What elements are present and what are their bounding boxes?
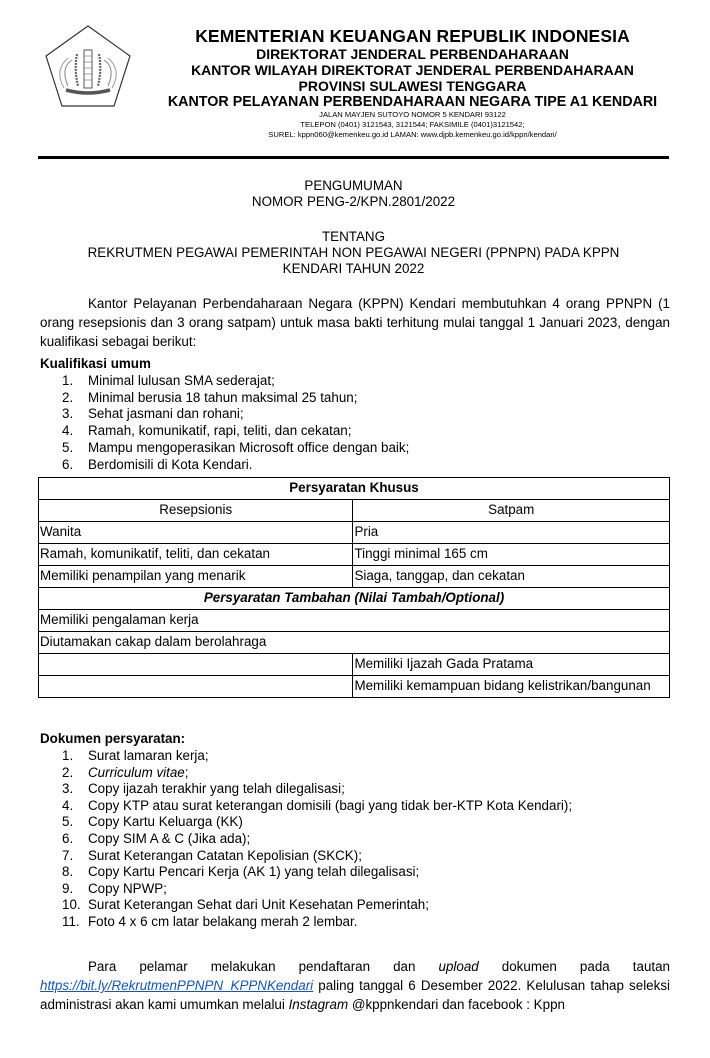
requirements-table bbox=[38, 477, 670, 698]
upload-word: upload bbox=[438, 959, 479, 974]
letterhead-divider bbox=[38, 156, 669, 159]
list-item bbox=[40, 748, 572, 765]
item-number: 1. bbox=[62, 748, 74, 763]
general-qualifications-list bbox=[40, 373, 409, 473]
list-item bbox=[40, 390, 409, 407]
item-number: 3. bbox=[62, 781, 74, 797]
list-item bbox=[40, 406, 409, 423]
table-cell: Memiliki Ijazah Gada Pratama bbox=[353, 654, 670, 676]
column-header-satpam: Satpam bbox=[353, 500, 670, 522]
list-item bbox=[40, 765, 572, 782]
item-text: Surat lamaran kerja; bbox=[88, 748, 209, 763]
closing-text: paling tanggal 6 Desember 2022. Kelulusan tahap seleksi administrasi akan kami umumkan melalui bbox=[40, 978, 670, 1012]
item-number: 4. bbox=[62, 423, 74, 439]
kemenkeu-logo-icon bbox=[44, 24, 132, 108]
office-name: KANTOR PELAYANAN PERBENDAHARAAN NEGARA TIPE A1 KENDARI bbox=[167, 94, 658, 110]
intro-paragraph: Kantor Pelayanan Perbendaharaan Negara (KPPN) Kendari membutuhkan 4 orang PPNPN (1 orang resepsionis dan 3 orang satpam) untuk masa bakti terhitung mulai tanggal 1 Januari 2023, dengan kualifikasi sebagai berikut: bbox=[40, 296, 670, 349]
table-cell: Pria bbox=[353, 522, 670, 544]
list-item bbox=[40, 781, 572, 798]
table-row bbox=[39, 544, 670, 566]
closing-text: Para pelamar melakukan pendaftaran dan bbox=[88, 959, 439, 974]
ministry-name: KEMENTERIAN KEUANGAN REPUBLIK INDONESIA bbox=[195, 26, 630, 46]
item-text: Copy ijazah terakhir yang telah dilegalisasi; bbox=[88, 781, 345, 797]
table-row bbox=[39, 522, 670, 544]
announcement-number: NOMOR PENG-2/KPN.2801/2022 bbox=[251, 194, 456, 209]
announcement-title: PENGUMUMAN bbox=[304, 178, 403, 193]
list-item bbox=[40, 897, 572, 914]
item-number: 5. bbox=[62, 814, 74, 830]
item-text: Copy Kartu Keluarga (KK) bbox=[88, 814, 243, 830]
closing-text: @kppnkendari dan facebook : Kppn bbox=[348, 997, 565, 1012]
registration-link[interactable]: https://bit.ly/RekrutmenPPNPN_KPPNKendari bbox=[40, 978, 314, 993]
table-row bbox=[39, 566, 670, 588]
table-cell: Wanita bbox=[39, 522, 353, 544]
general-qualifications-heading: Kualifikasi umum bbox=[40, 356, 151, 371]
table-row bbox=[39, 676, 670, 698]
item-text: Foto 4 x 6 cm latar belakang merah 2 lembar. bbox=[88, 913, 358, 929]
subject-line-2: KENDARI TAHUN 2022 bbox=[282, 261, 425, 276]
item-number: 5. bbox=[62, 439, 74, 455]
table-cell: Ramah, komunikatif, teliti, dan cekatan bbox=[39, 544, 353, 566]
item-text: Copy Kartu Pencari Kerja (AK 1) yang telah dilegalisasi; bbox=[88, 864, 420, 880]
item-number: 6. bbox=[62, 830, 74, 846]
closing-paragraph bbox=[40, 957, 670, 1014]
closing-text: dokumen pada tautan bbox=[478, 959, 671, 974]
table-title-row bbox=[39, 478, 670, 500]
table-row bbox=[39, 632, 670, 654]
item-number: 6. bbox=[62, 456, 74, 472]
table-cell: Diutamakan cakap dalam berolahraga bbox=[39, 632, 670, 654]
documents-heading: Dokumen persyaratan: bbox=[40, 731, 186, 746]
item-text: Minimal berusia 18 tahun maksimal 25 tahun; bbox=[88, 389, 358, 405]
list-item bbox=[40, 864, 572, 881]
table-cell-empty bbox=[39, 676, 353, 698]
item-text: Copy SIM A & C (Jika ada); bbox=[88, 830, 251, 846]
list-item bbox=[40, 831, 572, 848]
item-suffix: ; bbox=[184, 764, 189, 780]
item-text: Ramah, komunikatif, rapi, teliti, dan cekatan; bbox=[88, 423, 352, 439]
table-cell: Memiliki penampilan yang menarik bbox=[39, 566, 353, 588]
list-item bbox=[40, 814, 572, 831]
announcement-title-block bbox=[38, 178, 669, 210]
table-row bbox=[39, 654, 670, 676]
item-number: 7. bbox=[62, 847, 74, 863]
list-item bbox=[40, 881, 572, 898]
item-text: Sehat jasmani dan rohani; bbox=[88, 406, 244, 422]
list-item bbox=[40, 440, 409, 457]
table-cell: Tinggi minimal 165 cm bbox=[353, 544, 670, 566]
table-cell: Memiliki pengalaman kerja bbox=[39, 610, 670, 632]
item-text: Surat Keterangan Sehat dari Unit Kesehatan Pemerintah; bbox=[88, 897, 429, 913]
documents-list bbox=[40, 748, 572, 931]
column-header-resepsionis: Resepsionis bbox=[39, 500, 353, 522]
item-number: 10. bbox=[62, 897, 81, 913]
item-number: 4. bbox=[62, 797, 74, 813]
table-row bbox=[39, 610, 670, 632]
table-header-row bbox=[39, 500, 670, 522]
special-requirements-title: Persyaratan Khusus bbox=[39, 478, 670, 500]
regional-office: KANTOR WILAYAH DIREKTORAT JENDERAL PERBENDAHARAAN bbox=[191, 62, 634, 78]
list-item bbox=[40, 848, 572, 865]
list-item bbox=[40, 373, 409, 390]
table-cell: Memiliki kemampuan bidang kelistrikan/bangunan bbox=[353, 676, 670, 698]
item-number: 9. bbox=[62, 880, 74, 896]
item-text: Mampu mengoperasikan Microsoft office dengan baik; bbox=[88, 439, 410, 455]
item-number: 2. bbox=[62, 764, 74, 780]
announcement-subject-block bbox=[38, 229, 669, 277]
about-label: TENTANG bbox=[322, 229, 385, 244]
office-address: JALAN MAYJEN SUTOYO NOMOR 5 KENDARI 93122 bbox=[319, 110, 506, 119]
item-text: Curriculum vitae bbox=[88, 764, 185, 780]
list-item bbox=[40, 914, 572, 931]
item-text: Berdomisili di Kota Kendari. bbox=[88, 456, 253, 472]
table-subtitle-row bbox=[39, 588, 670, 610]
subject-line-1: REKRUTMEN PEGAWAI PEMERINTAH NON PEGAWAI NEGERI (PPNPN) PADA KPPN bbox=[87, 245, 620, 260]
table-cell-empty bbox=[39, 654, 353, 676]
item-number: 3. bbox=[62, 406, 74, 422]
item-text: Minimal lulusan SMA sederajat; bbox=[88, 373, 275, 388]
letterhead bbox=[140, 26, 685, 140]
additional-requirements-title: Persyaratan Tambahan (Nilai Tambah/Optional) bbox=[39, 588, 670, 610]
item-number: 11. bbox=[62, 913, 80, 929]
item-text: Copy KTP atau surat keterangan domisili (bagi yang tidak ber-KTP Kota Kendari); bbox=[88, 797, 573, 813]
table-cell: Siaga, tanggap, dan cekatan bbox=[353, 566, 670, 588]
item-number: 2. bbox=[62, 389, 74, 405]
item-text: Surat Keterangan Catatan Kepolisian (SKCK); bbox=[88, 847, 362, 863]
list-item bbox=[40, 457, 409, 474]
directorate-general: DIREKTORAT JENDERAL PERBENDAHARAAN bbox=[256, 46, 569, 62]
province: PROVINSI SULAWESI TENGGARA bbox=[298, 78, 527, 94]
item-number: 8. bbox=[62, 864, 74, 880]
office-contact: SUREL: kppn060@kemenkeu.go.id LAMAN: www.djpb.kemenkeu.go.id/kppn/kendari/ bbox=[268, 130, 557, 139]
item-number: 1. bbox=[62, 373, 74, 388]
list-item bbox=[40, 798, 572, 815]
list-item bbox=[40, 423, 409, 440]
instagram-word: Instagram bbox=[288, 997, 349, 1012]
office-phone: TELEPON (0401) 3121543, 3121544; FAKSIMILE (0401)3121542; bbox=[300, 120, 525, 129]
item-text: Copy NPWP; bbox=[88, 880, 167, 896]
